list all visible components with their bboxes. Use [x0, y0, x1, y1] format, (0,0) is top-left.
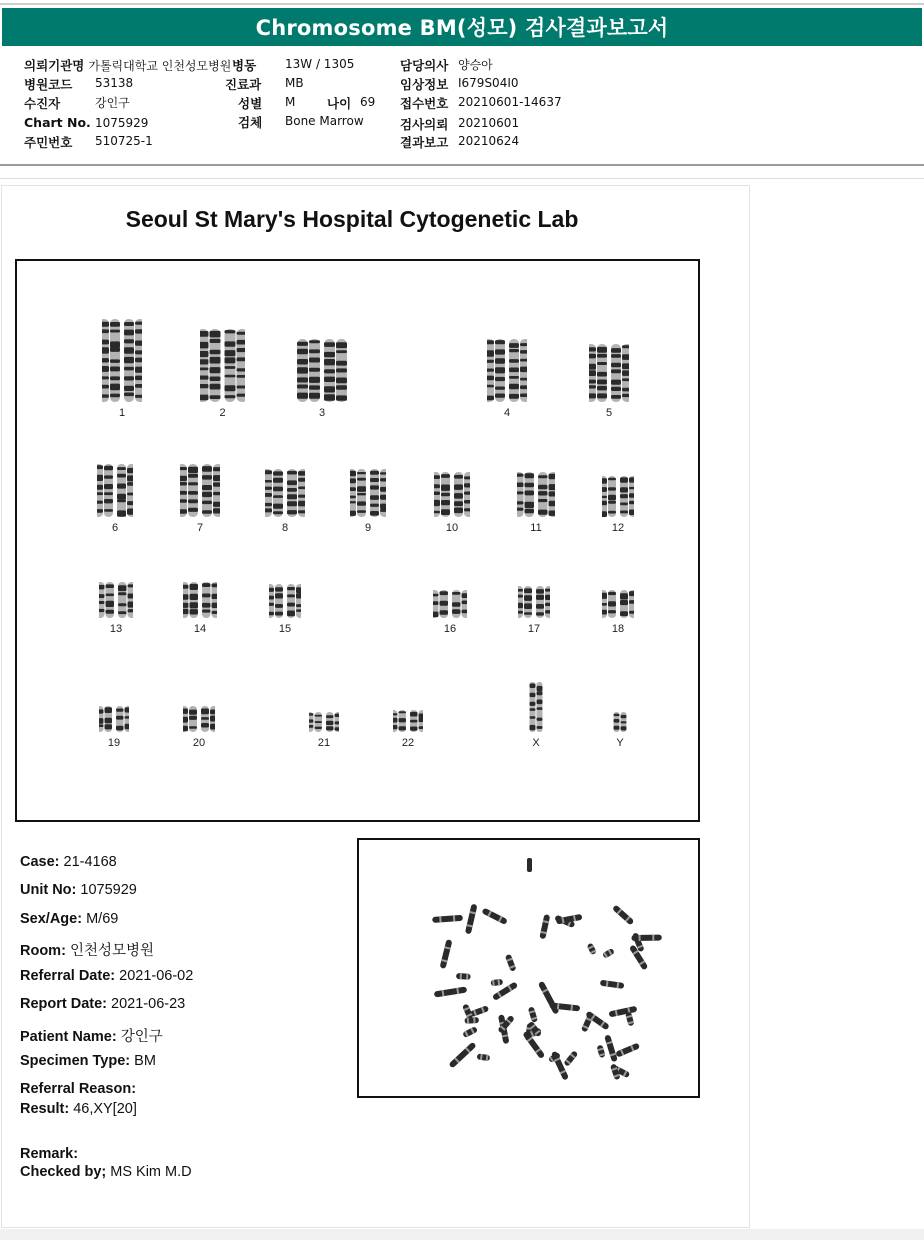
chromosome-image — [99, 705, 129, 733]
chromosome-12 — [602, 475, 634, 534]
chromosome-image — [297, 338, 347, 403]
case-field-label: Result: — [20, 1101, 70, 1117]
chromosome-6 — [97, 463, 133, 534]
chromosome-18 — [602, 589, 634, 635]
case-field — [20, 1081, 136, 1097]
info-row — [24, 133, 72, 151]
chromosome-label: 12 — [611, 522, 625, 534]
info-value: 69 — [360, 95, 376, 109]
case-field-value: 46,XY[20] — [73, 1101, 137, 1117]
chromosome-label: 14 — [193, 623, 207, 635]
metaphase-image — [357, 838, 700, 1098]
chromosome-label: X — [532, 737, 540, 749]
info-value: Bone Marrow — [285, 114, 364, 128]
chromosome-image — [309, 711, 339, 733]
metaphase-spread-image — [359, 840, 698, 1096]
info-value: 20210601 — [458, 116, 520, 130]
case-field — [20, 1146, 78, 1162]
chromosome-label: 8 — [281, 522, 289, 534]
case-field-value: 2021-06-02 — [119, 968, 194, 984]
chromosome-image — [350, 468, 386, 518]
info-label: 병원코드 — [24, 77, 73, 92]
chromosome-label: 5 — [605, 407, 613, 419]
case-field — [20, 1101, 137, 1117]
chromosome-image — [97, 463, 133, 518]
chromosome-label: 17 — [527, 623, 541, 635]
chromosome-13 — [99, 581, 133, 635]
info-label: 병동 — [232, 58, 257, 73]
chromosome-image — [525, 681, 547, 733]
chromosome-label: Y — [616, 737, 624, 749]
info-label: 성별 — [238, 96, 263, 111]
case-field — [20, 1053, 156, 1069]
info-label: 진료과 — [225, 77, 262, 92]
chromosome-label: 1 — [118, 407, 126, 419]
chromosome-image — [269, 583, 301, 619]
chromosome-image — [200, 328, 245, 403]
info-divider-light — [0, 178, 924, 179]
chromosome-1 — [102, 318, 142, 419]
case-field — [20, 939, 154, 960]
chromosome-label: 20 — [192, 737, 206, 749]
chromosome-8 — [265, 468, 305, 534]
case-field — [20, 996, 185, 1012]
chromosome-label: 6 — [111, 522, 119, 534]
info-label: 의뢰기관명 — [24, 58, 85, 73]
chromosome-label: 2 — [219, 407, 226, 419]
case-field-value: 인천성모병원 — [69, 943, 154, 959]
chromosome-19 — [99, 705, 129, 749]
lab-title: Seoul St Mary's Hospital Cytogenetic Lab — [125, 206, 579, 232]
case-field — [20, 882, 137, 898]
case-field-label: Case: — [20, 854, 60, 870]
chromosome-3 — [297, 338, 347, 419]
info-label: 결과보고 — [400, 135, 449, 150]
case-field — [20, 1025, 163, 1046]
chromosome-label: 15 — [278, 623, 292, 635]
info-row — [24, 115, 91, 130]
chromosome-x — [525, 681, 547, 749]
info-label: 나이 — [327, 96, 352, 111]
chromosome-image — [487, 338, 527, 403]
info-label: Chart No. — [24, 115, 91, 130]
case-field-label: Referral Reason: — [20, 1081, 137, 1097]
info-label: 검체 — [238, 115, 263, 130]
chromosome-image — [265, 468, 305, 518]
info-label: 검사의뢰 — [400, 117, 449, 132]
chromosome-image — [102, 318, 142, 403]
info-value: I679S04I0 — [458, 76, 519, 90]
report-sheet — [1, 185, 750, 1228]
top-divider — [0, 3, 924, 5]
info-value: 13W / 1305 — [285, 57, 355, 71]
chromosome-2 — [200, 328, 245, 419]
chromosome-image — [602, 589, 634, 619]
chromosome-image — [518, 585, 550, 619]
case-field-value: M/69 — [86, 911, 119, 927]
case-field-value: 21-4168 — [63, 854, 117, 870]
chromosome-10 — [434, 471, 470, 534]
case-field-value: 1075929 — [80, 882, 137, 898]
chromosome-label: 13 — [109, 623, 123, 635]
case-field-value: 2021-06-23 — [111, 996, 186, 1012]
chromosome-image — [517, 471, 555, 518]
info-label: 임상정보 — [400, 77, 449, 92]
chromosome-image — [434, 471, 470, 518]
info-value: 강인구 — [95, 96, 130, 110]
karyogram-panel — [15, 259, 700, 822]
chromosome-image — [180, 463, 220, 518]
chromosome-label: 22 — [401, 737, 415, 749]
chromosome-21 — [309, 711, 339, 749]
chromosome-22 — [393, 709, 423, 749]
case-field-label: Patient Name: — [20, 1029, 117, 1045]
patient-info-panel — [0, 48, 924, 166]
info-value: 53138 — [95, 76, 134, 90]
info-row — [24, 94, 60, 112]
chromosome-label: 18 — [611, 623, 625, 635]
chromosome-15 — [269, 583, 301, 635]
chromosome-image — [99, 581, 133, 619]
case-field-label: Checked by; — [20, 1164, 107, 1180]
chromosome-image — [589, 343, 629, 403]
chromosome-image — [183, 581, 217, 619]
report-title: Chromosome BM(성모) 검사결과보고서 — [2, 8, 922, 46]
info-label: 접수번호 — [400, 96, 449, 111]
info-value: 양승아 — [458, 58, 493, 72]
chromosome-label: 19 — [107, 737, 121, 749]
info-row — [24, 75, 72, 93]
case-field-label: Remark: — [20, 1146, 79, 1162]
chromosome-9 — [350, 468, 386, 534]
info-value: 가톨릭대학교 인천성모병원 — [88, 59, 232, 73]
bottom-scroll-area — [0, 1229, 924, 1240]
chromosome-label: 4 — [503, 407, 511, 419]
case-field — [20, 968, 193, 984]
chromosome-14 — [183, 581, 217, 635]
chromosome-7 — [180, 463, 220, 534]
case-field — [20, 1164, 192, 1180]
info-label: 담당의사 — [400, 58, 449, 73]
info-label: 수진자 — [24, 96, 61, 111]
case-field — [20, 911, 118, 927]
info-value: MB — [285, 76, 304, 90]
info-label: 주민번호 — [24, 135, 73, 150]
case-field-label: Referral Date: — [20, 968, 116, 984]
chromosome-5 — [589, 343, 629, 419]
chromosome-label: 16 — [443, 623, 457, 635]
case-field-value: BM — [134, 1053, 156, 1069]
chromosome-4 — [487, 338, 527, 419]
chromosome-label: 11 — [530, 522, 542, 534]
case-field-label: Report Date: — [20, 996, 108, 1012]
chromosome-image — [433, 589, 467, 619]
case-field-value: 강인구 — [120, 1029, 163, 1045]
info-value: 20210601-14637 — [458, 95, 562, 109]
chromosome-y — [612, 711, 628, 749]
chromosome-image — [183, 705, 215, 733]
info-divider — [0, 164, 924, 166]
chromosome-20 — [183, 705, 215, 749]
info-value: M — [285, 95, 296, 109]
info-row — [24, 56, 231, 74]
info-value: 20210624 — [458, 134, 520, 148]
chromosome-label: 9 — [364, 522, 372, 534]
chromosome-label: 21 — [317, 737, 331, 749]
info-value: 510725-1 — [95, 134, 153, 148]
case-field-label: Sex/Age: — [20, 911, 83, 927]
chromosome-label: 10 — [445, 522, 459, 534]
case-field-value: MS Kim M.D — [110, 1164, 192, 1180]
case-field-label: Unit No: — [20, 882, 77, 898]
chromosome-17 — [518, 585, 550, 635]
chromosome-label: 7 — [196, 522, 204, 534]
case-field — [20, 854, 117, 870]
info-value: 1075929 — [95, 116, 149, 130]
chromosome-image — [602, 475, 634, 518]
case-field-label: Room: — [20, 943, 66, 959]
chromosome-image — [393, 709, 423, 733]
chromosome-16 — [433, 589, 467, 635]
chromosome-image — [612, 711, 628, 733]
chromosome-label: 3 — [318, 407, 326, 419]
chromosome-11 — [517, 471, 555, 534]
case-field-label: Specimen Type: — [20, 1053, 131, 1069]
